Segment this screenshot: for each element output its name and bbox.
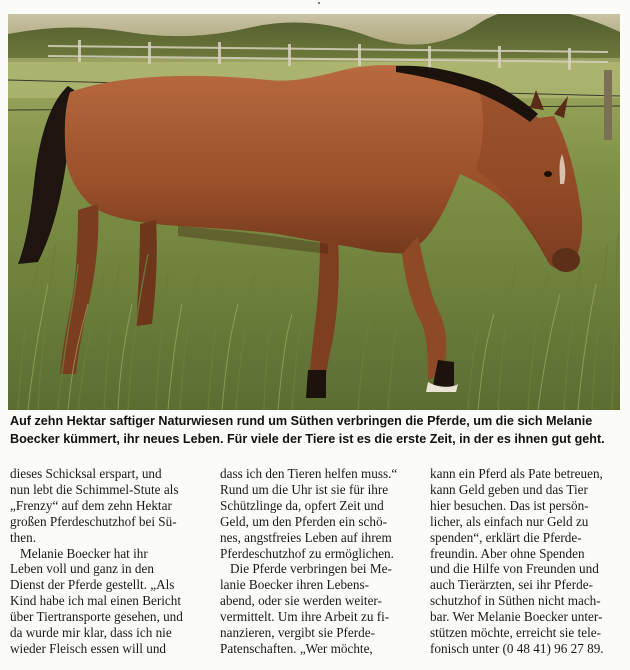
text-line: then. bbox=[10, 529, 37, 545]
text-line: Die Pferde verbringen bei Me- bbox=[230, 561, 392, 577]
article-body bbox=[10, 466, 622, 666]
caption-line: Boecker kümmert, ihr neues Leben. Für viele der Tiere ist es die erste Zeit, in der es ihnen gut geht. bbox=[10, 432, 605, 446]
text-line: nun lebt die Schimmel-Stute als bbox=[10, 481, 179, 497]
text-line: wieder Fleisch essen will und bbox=[10, 640, 167, 656]
print-speck bbox=[318, 2, 320, 4]
text-line: „Frenzy“ auf dem zehn Hektar bbox=[10, 497, 172, 513]
horse-in-meadow-illustration bbox=[8, 14, 620, 410]
caption-line: Auf zehn Hektar saftiger Naturwiesen rund um Süthen verbringen die Pferde, um die sich Melanie bbox=[10, 414, 593, 428]
text-line: abend, oder sie werden weiter- bbox=[220, 593, 382, 609]
text-line: Schützlinge da, opfert Zeit und bbox=[220, 497, 384, 513]
text-line: Melanie Boecker hat ihr bbox=[20, 545, 148, 561]
text-line: bar. Wer Melanie Boecker unter- bbox=[430, 609, 603, 625]
text-line: großen Pferdeschutzhof bei Sü- bbox=[10, 513, 177, 529]
text-line: kann Geld geben und das Tier bbox=[430, 481, 588, 497]
text-line: und die Hilfe von Freunden und bbox=[430, 561, 599, 577]
text-line: Pferdeschutzhof zu ermöglichen. bbox=[220, 545, 394, 561]
text-line: fonisch unter (0 48 41) 96 27 89. bbox=[430, 640, 604, 656]
text-line: spenden“, erklärt die Pferde- bbox=[430, 529, 582, 545]
text-line: Dienst der Pferde gestellt. „Als bbox=[10, 577, 175, 593]
text-line: Kind habe ich mal einen Bericht bbox=[10, 593, 182, 609]
text-line: Rund um die Uhr ist sie für ihre bbox=[220, 481, 389, 497]
text-line: licher, als einfach nur Geld zu bbox=[430, 513, 589, 529]
text-line: dieses Schicksal erspart, und bbox=[10, 466, 162, 481]
text-line: dass ich den Tieren helfen muss.“ bbox=[220, 466, 398, 481]
text-line: schutzhof in Süthen nicht mach- bbox=[430, 593, 601, 609]
text-line: freundin. Aber ohne Spenden bbox=[430, 545, 585, 561]
text-line: Geld, um den Pferden ein schö- bbox=[220, 513, 387, 529]
text-line: lanie Boecker ihren Lebens- bbox=[220, 577, 370, 593]
text-column-2 bbox=[220, 466, 416, 657]
text-line: nes, angstfreies Leben auf ihrem bbox=[220, 529, 392, 545]
text-column-1 bbox=[10, 466, 200, 657]
text-line: stützen möchte, erreicht sie tele- bbox=[430, 625, 601, 641]
text-line: kann ein Pferd als Pate betreuen, bbox=[430, 466, 603, 481]
text-line: Patenschaften. „Wer möchte, bbox=[220, 640, 373, 656]
text-line: über Tiertransporte gesehen, und bbox=[10, 609, 183, 625]
text-line: vermittelt. Um ihre Arbeit zu fi- bbox=[220, 609, 390, 625]
text-column-3 bbox=[430, 466, 626, 657]
horse-photo bbox=[8, 14, 620, 410]
text-line: da wurde mir klar, dass ich nie bbox=[10, 625, 172, 641]
text-line: hier besuchen. Das ist persön- bbox=[430, 497, 589, 513]
text-line: Leben voll und ganz in den bbox=[10, 561, 154, 577]
text-line: auch Tierärzten, sei ihr Pferde- bbox=[430, 577, 593, 593]
photo-caption bbox=[10, 412, 622, 448]
text-line: nanzieren, vergibt sie Pferde- bbox=[220, 625, 376, 641]
